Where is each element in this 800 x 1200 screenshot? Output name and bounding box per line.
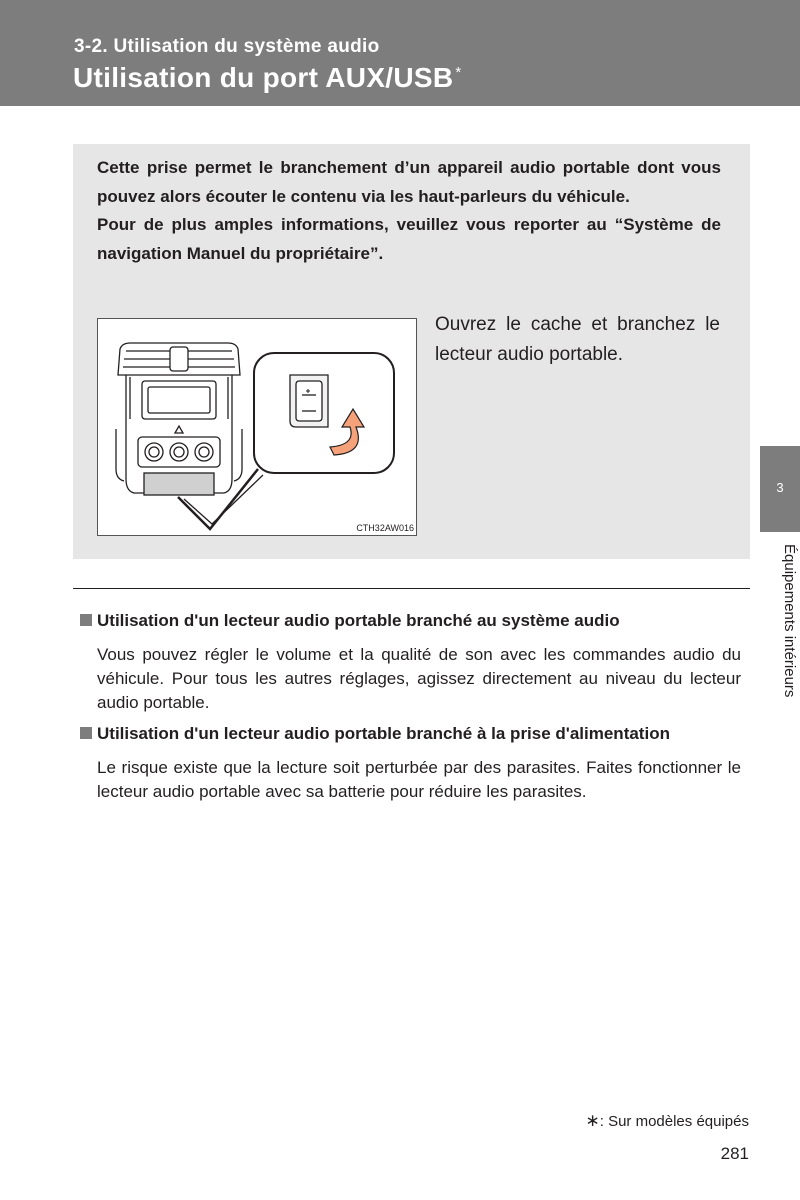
note-heading-1 xyxy=(80,611,750,631)
page-title xyxy=(73,62,462,94)
section-divider xyxy=(73,588,750,589)
page-title-text: Utilisation du port AUX/USB xyxy=(73,62,454,93)
footnote-text: : Sur modèles équipés xyxy=(599,1113,749,1130)
chapter-tab xyxy=(760,446,800,532)
chapter-number: 3 xyxy=(776,480,784,495)
page-header xyxy=(0,0,800,106)
bullet-square-icon xyxy=(80,614,92,626)
note-body-2: Le risque existe que la lecture soit perturbée par des parasites. Faites fonctionner le lecteur audio portable avec sa batterie pour réduire les parasites. xyxy=(97,758,741,801)
intro-paragraph-1: Cette prise permet le branchement d’un appareil audio portable dont vous pouvez alors écouter le contenu via les haut-parleurs du véhicule. xyxy=(97,158,721,206)
console-illustration xyxy=(97,318,417,536)
figure-code: CTH32AW016 xyxy=(356,523,414,533)
intro-text xyxy=(97,154,721,268)
note-heading-2-text: Utilisation d'un lecteur audio portable branché à la prise d'alimentation xyxy=(97,724,670,743)
chapter-title: Équipements intérieurs xyxy=(781,544,798,698)
footnote xyxy=(585,1111,749,1131)
page-number: 281 xyxy=(720,1144,749,1163)
intro-paragraph-2: Pour de plus amples informations, veuillez vous reporter au “Système de navigation Manuel du propriétaire”. xyxy=(97,215,721,263)
bullet-square-icon xyxy=(80,727,92,739)
figure-caption: Ouvrez le cache et branchez le lecteur audio portable. xyxy=(435,314,720,365)
footnote-marker: ∗ xyxy=(585,1111,600,1130)
note-heading-2 xyxy=(80,724,750,744)
note-body-1: Vous pouvez régler le volume et la qualité de son avec les commandes audio du véhicule. Pour tous les autres réglages, agissez directement au niveau du lecteur audio portable. xyxy=(97,645,741,712)
intro-box xyxy=(73,144,750,559)
title-asterisk: * xyxy=(455,64,462,81)
section-label: 3-2. Utilisation du système audio xyxy=(74,36,380,57)
console-drawing xyxy=(98,319,416,535)
note-heading-1-text: Utilisation d'un lecteur audio portable branché au système audio xyxy=(97,611,620,630)
